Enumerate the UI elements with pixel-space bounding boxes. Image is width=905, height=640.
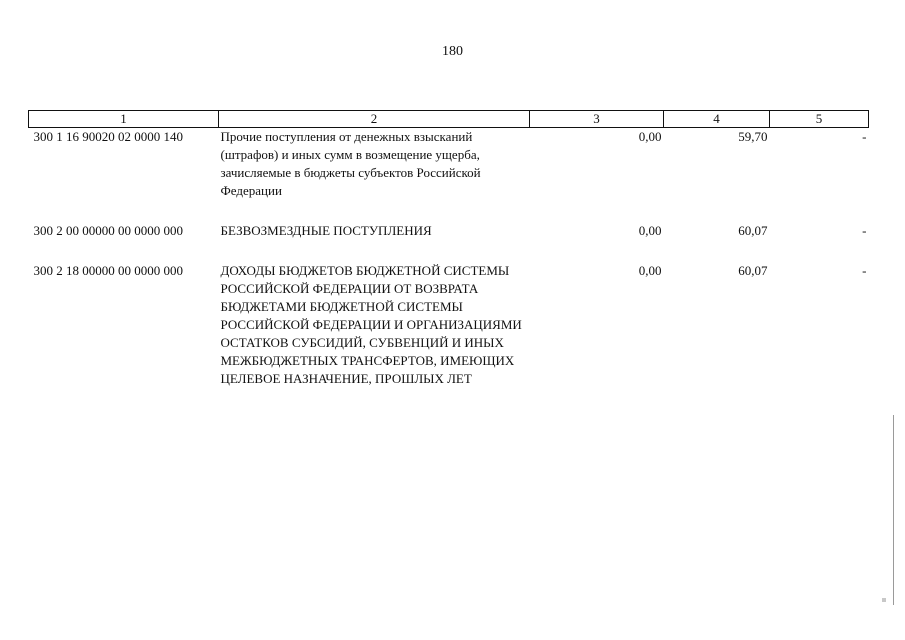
row-name: БЕЗВОЗМЕЗДНЫЕ ПОСТУПЛЕНИЯ bbox=[220, 223, 432, 238]
row-spacer bbox=[29, 200, 869, 222]
column-header-5: 5 bbox=[770, 111, 869, 128]
row-value-col4: 60,07 bbox=[738, 263, 768, 278]
row-value-col3: 0,00 bbox=[638, 223, 662, 238]
row-value-col4: 60,07 bbox=[738, 223, 768, 238]
row-code: 300 2 18 00000 00 0000 000 bbox=[33, 263, 183, 278]
row-value-col3: 0,00 bbox=[638, 129, 662, 144]
scan-edge-line bbox=[893, 415, 894, 605]
row-value-col4: 59,70 bbox=[738, 129, 768, 144]
column-header-1: 1 bbox=[29, 111, 219, 128]
row-code: 300 2 00 00000 00 0000 000 bbox=[33, 223, 183, 238]
row-name: ДОХОДЫ БЮДЖЕТОВ БЮДЖЕТНОЙ СИСТЕМЫ РОССИЙСКОЙ ФЕДЕРАЦИИ ОТ ВОЗВРАТА БЮДЖЕТАМИ БЮДЖЕТНОЙ СИСТЕМЫ РОССИЙСКОЙ ФЕДЕРАЦИИ И ОРГАНИЗАЦИЯМИ ОСТАТКОВ СУБСИДИЙ, СУБВЕНЦИЙ И ИНЫХ МЕЖБЮДЖЕТНЫХ ТРАНСФЕРТОВ, ИМЕЮЩИХ ЦЕЛЕВОЕ НАЗНАЧЕНИЕ, ПРОШЛЫХ ЛЕТ bbox=[220, 263, 522, 386]
row-value-col3: 0,00 bbox=[638, 263, 662, 278]
table-header-row bbox=[29, 111, 869, 128]
scan-speck bbox=[882, 598, 886, 602]
column-header-3: 3 bbox=[530, 111, 664, 128]
budget-table bbox=[28, 110, 869, 388]
column-header-2: 2 bbox=[219, 111, 530, 128]
table-row bbox=[29, 222, 869, 240]
page-number: 180 bbox=[442, 44, 463, 59]
column-header-4: 4 bbox=[664, 111, 770, 128]
row-value-col5: - bbox=[862, 263, 867, 278]
row-spacer bbox=[29, 240, 869, 262]
row-value-col5: - bbox=[862, 223, 867, 238]
row-code: 300 1 16 90020 02 0000 140 bbox=[33, 129, 183, 144]
row-value-col5: - bbox=[862, 129, 867, 144]
table-row bbox=[29, 128, 869, 201]
row-name: Прочие поступления от денежных взысканий (штрафов) и иных сумм в возмещение ущерба, зачисляемые в бюджеты субъектов Российской Федерации bbox=[220, 129, 481, 198]
table-row bbox=[29, 262, 869, 388]
